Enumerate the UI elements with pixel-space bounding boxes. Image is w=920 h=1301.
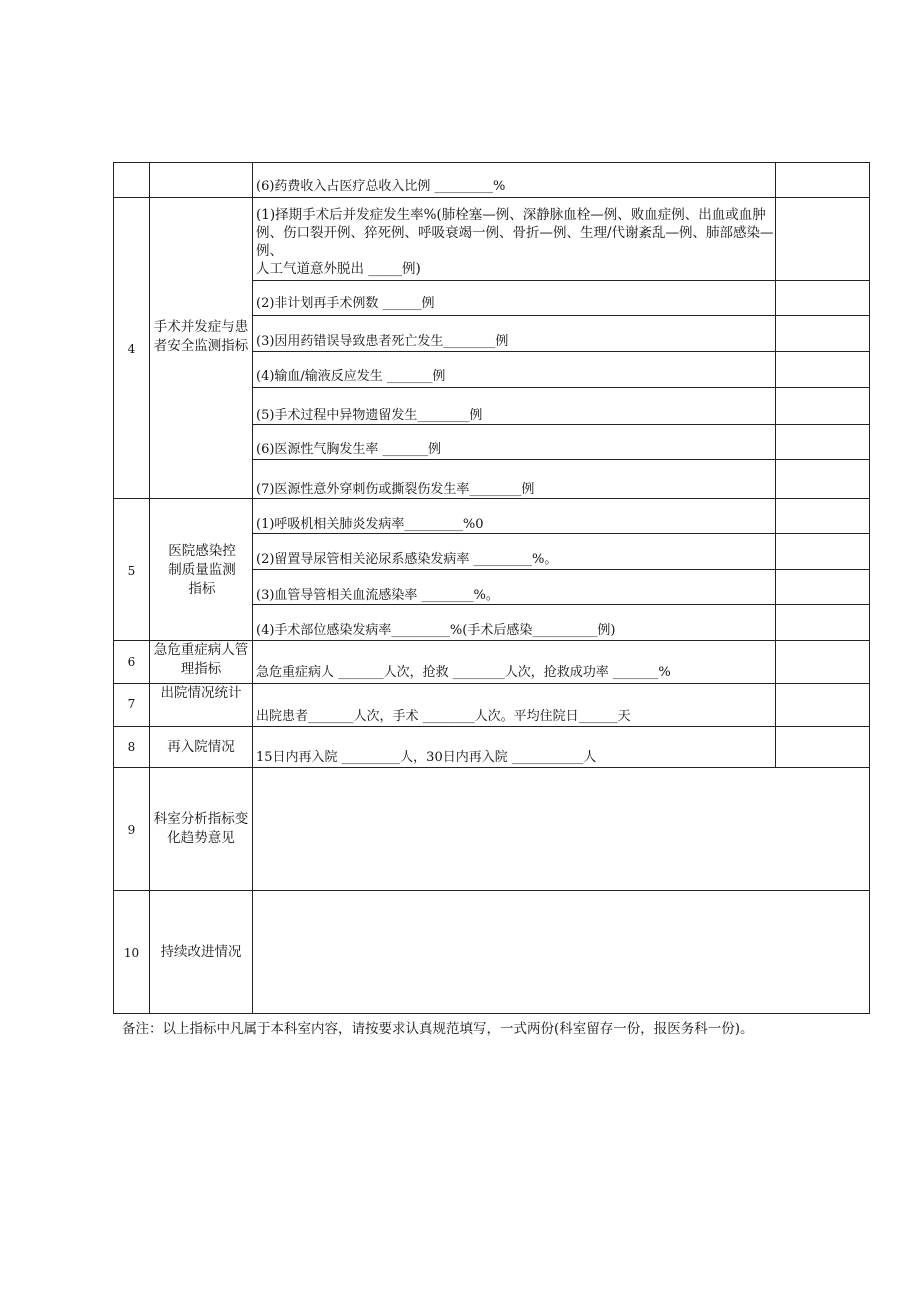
grid-line	[252, 424, 870, 425]
item-critical-patients: 急危重症病人 _______人次，抢救 ________人次，抢救成功率 _______%	[256, 665, 671, 680]
row-number: 9	[127, 823, 136, 837]
row-number: 8	[127, 740, 136, 754]
item-retained-foreign-body: (5)手术过程中异物遗留发生________例	[256, 408, 483, 423]
item-surgical-site-infection: (4)手术部位感染发病率_________%(手术后感染__________例)	[256, 623, 616, 638]
row-number: 10	[123, 946, 140, 960]
row-number: 7	[127, 697, 136, 711]
row-number: 5	[127, 564, 136, 578]
item-elective-surgery-complications: (1)择期手术后并发症发生率%(肺栓塞—例、深静脉血栓—例、败血症例、出血或血肿例、伤口裂开例、猝死例、呼吸衰竭一例、骨折—例、生理/代谢紊乱—例、肺部感染—例、	[256, 207, 774, 259]
grid-line	[252, 351, 870, 352]
row-category: 急危重症病人管理指标	[153, 642, 249, 677]
item-transfusion-reaction: (4)输血/输液反应发生 _______例	[256, 369, 446, 384]
row-category: 医院感染控制质量监测指标	[168, 543, 236, 597]
item-drug-fee-ratio: (6)药费收入占医疗总收入比例 _________%	[256, 179, 506, 194]
grid-line	[113, 498, 870, 499]
item-catheter-uti: (2)留置导尿管相关泌尿系感染发病率 _________%。	[256, 552, 558, 567]
grid-line	[775, 162, 776, 767]
item-iatrogenic-laceration: (7)医源性意外穿刺伤或撕裂伤发生率________例	[256, 482, 535, 497]
grid-line	[252, 604, 870, 605]
grid-line	[113, 767, 870, 768]
row-category: 再入院情况	[167, 739, 235, 755]
item-unplanned-reoperation: (2)非计划再手术例数 ______例	[256, 296, 435, 311]
grid-line	[252, 533, 870, 534]
item-iatrogenic-pneumothorax: (6)医源性气胸发生率 _______例	[256, 442, 442, 457]
grid-line	[252, 280, 870, 281]
grid-line	[113, 726, 870, 727]
footnote: 备注：以上指标中凡属于本科室内容，请按要求认真规范填写，一式两份(科室留存一份，报医务科一份)。	[122, 1021, 754, 1037]
item-airway-accident: 人工气道意外脱出 _____例)	[256, 261, 421, 277]
item-medication-error-death: (3)因用药错误导致患者死亡发生________例	[256, 334, 509, 349]
grid-line	[113, 162, 114, 1014]
grid-line	[113, 162, 870, 163]
row-number: 4	[127, 342, 136, 356]
row-number: 6	[127, 655, 136, 669]
grid-line	[252, 315, 870, 316]
grid-line	[113, 197, 870, 198]
row-category: 手术并发症与患者安全监测指标	[153, 319, 249, 354]
row-category: 科室分析指标变化趋势意见	[153, 811, 249, 846]
grid-line	[149, 162, 150, 1014]
item-readmission: 15日内再入院 _________人，30日内再入院 ___________人	[256, 750, 597, 765]
row-category: 出院情况统计	[160, 685, 242, 701]
grid-line	[252, 569, 870, 570]
grid-line	[113, 890, 870, 891]
grid-line	[113, 1013, 870, 1014]
item-ventilator-pneumonia: (1)呼吸机相关肺炎发病率_________%0	[256, 517, 484, 532]
grid-line	[252, 459, 870, 460]
item-discharge-stats: 出院患者_______人次，手术 ________人次。平均住院日______天	[256, 709, 631, 724]
item-bloodstream-infection: (3)血管导管相关血流感染率 ________%。	[256, 588, 499, 603]
grid-line	[869, 162, 870, 1014]
row-category: 持续改进情况	[160, 944, 242, 960]
grid-line	[252, 387, 870, 388]
